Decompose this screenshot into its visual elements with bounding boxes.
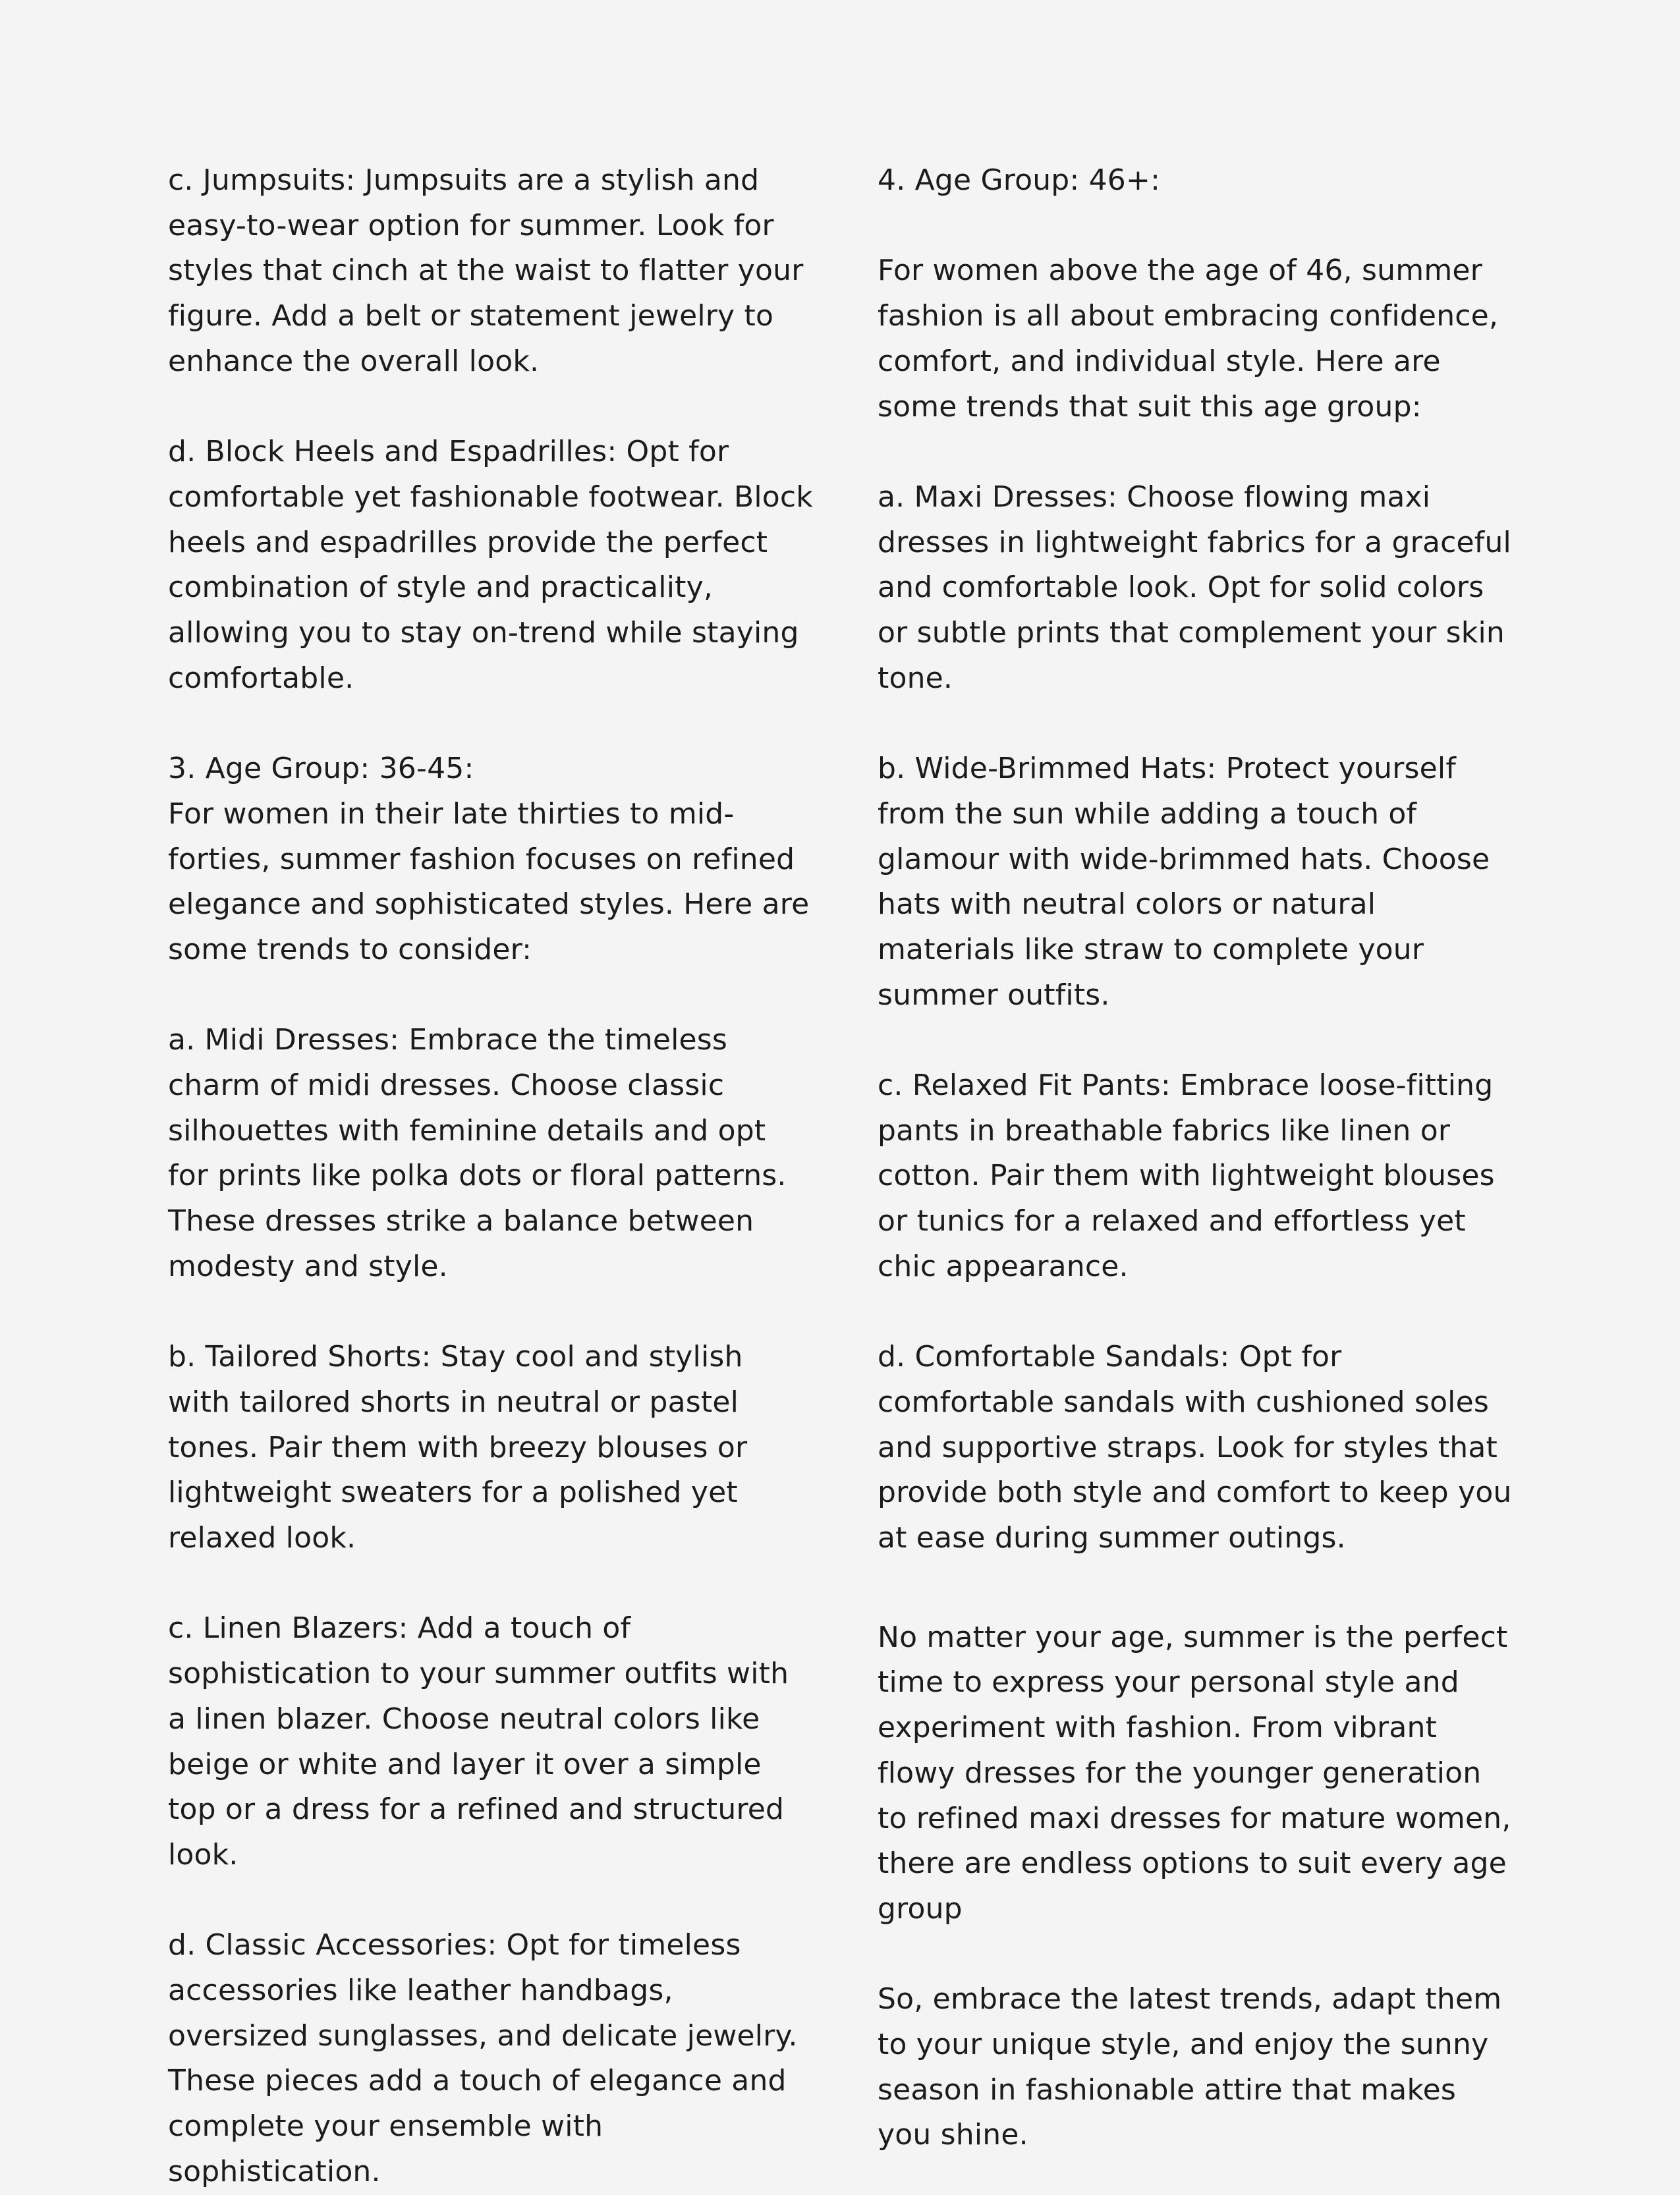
jumpsuits-paragraph: c. Jumpsuits: Jumpsuits are a stylish and easy-to-wear option for summer. Look for styles that cinch at the waist to flatter your figure. Add a belt or statement jewelry to enhance the overall look. <box>168 163 804 378</box>
age-group-46-intro: For women above the age of 46, summer fashion is all about embracing confidence, comfort, and individual style. Here are some trends that suit this age group: <box>878 254 1499 424</box>
closing-paragraph: So, embrace the latest trends, adapt them to your unique style, and enjoy the sunny season in fashionable attire that makes you shine. <box>878 1982 1502 2152</box>
midi-dresses-paragraph: a. Midi Dresses: Embrace the timeless charm of midi dresses. Choose classic silhouettes with feminine details and opt for prints like polka dots or floral patterns. These dresses strike a balance between modesty and style. <box>168 1023 787 1283</box>
wide-brimmed-hats-paragraph: b. Wide-Brimmed Hats: Protect yourself from the sun while adding a touch of glamour with wide-brimmed hats. Choose hats with neutral colors or natural materials like straw to complete your summer outfits. <box>878 752 1490 1012</box>
maxi-dresses-paragraph: a. Maxi Dresses: Choose flowing maxi dresses in lightweight fabrics for a graceful and comfortable look. Opt for solid colors or subtle prints that complement your skin tone. <box>878 480 1511 695</box>
classic-accessories-paragraph: d. Classic Accessories: Opt for timeless accessories like leather handbags, oversized sunglasses, and delicate jewelry. These pieces add a touch of elegance and complete your ensemble with sophistication. <box>168 1928 798 2188</box>
block-heels-paragraph: d. Block Heels and Espadrilles: Opt for comfortable yet fashionable footwear. Block heels and espadrilles provide the perfect combination of style and practicality, allowing you to stay on-trend while staying comfortable. <box>168 435 813 695</box>
right-column <box>878 158 1517 2158</box>
left-column <box>168 158 814 2195</box>
tailored-shorts-paragraph: b. Tailored Shorts: Stay cool and stylish with tailored shorts in neutral or pastel tones. Pair them with breezy blouses or lightweight sweaters for a polished yet relaxed look. <box>168 1340 748 1555</box>
age-group-46-heading: 4. Age Group: 46+: <box>878 163 1161 197</box>
age-group-36-45-heading: 3. Age Group: 36-45: <box>168 752 474 786</box>
relaxed-fit-pants-paragraph: c. Relaxed Fit Pants: Embrace loose-fitting pants in breathable fabrics like linen or cotton. Pair them with lightweight blouses or tunics for a relaxed and effortless yet chic appearance. <box>878 1069 1495 1283</box>
age-group-36-45-intro: For women in their late thirties to mid-forties, summer fashion focuses on refined elegance and sophisticated styles. Here are some trends to consider: <box>168 796 810 966</box>
comfortable-sandals-paragraph: d. Comfortable Sandals: Opt for comfortable sandals with cushioned soles and supportive straps. Look for styles that provide both style and comfort to keep you at ease during summer outings. <box>878 1340 1512 1555</box>
conclusion-paragraph: No matter your age, summer is the perfect time to express your personal style and experiment with fashion. From vibrant flowy dresses for the younger generation to refined maxi dresses for mature women, there are endless options to suit every age group <box>878 1620 1511 1926</box>
linen-blazers-paragraph: c. Linen Blazers: Add a touch of sophistication to your summer outfits with a linen blazer. Choose neutral colors like beige or white and layer it over a simple top or a dress for a refined and structured look. <box>168 1611 789 1872</box>
